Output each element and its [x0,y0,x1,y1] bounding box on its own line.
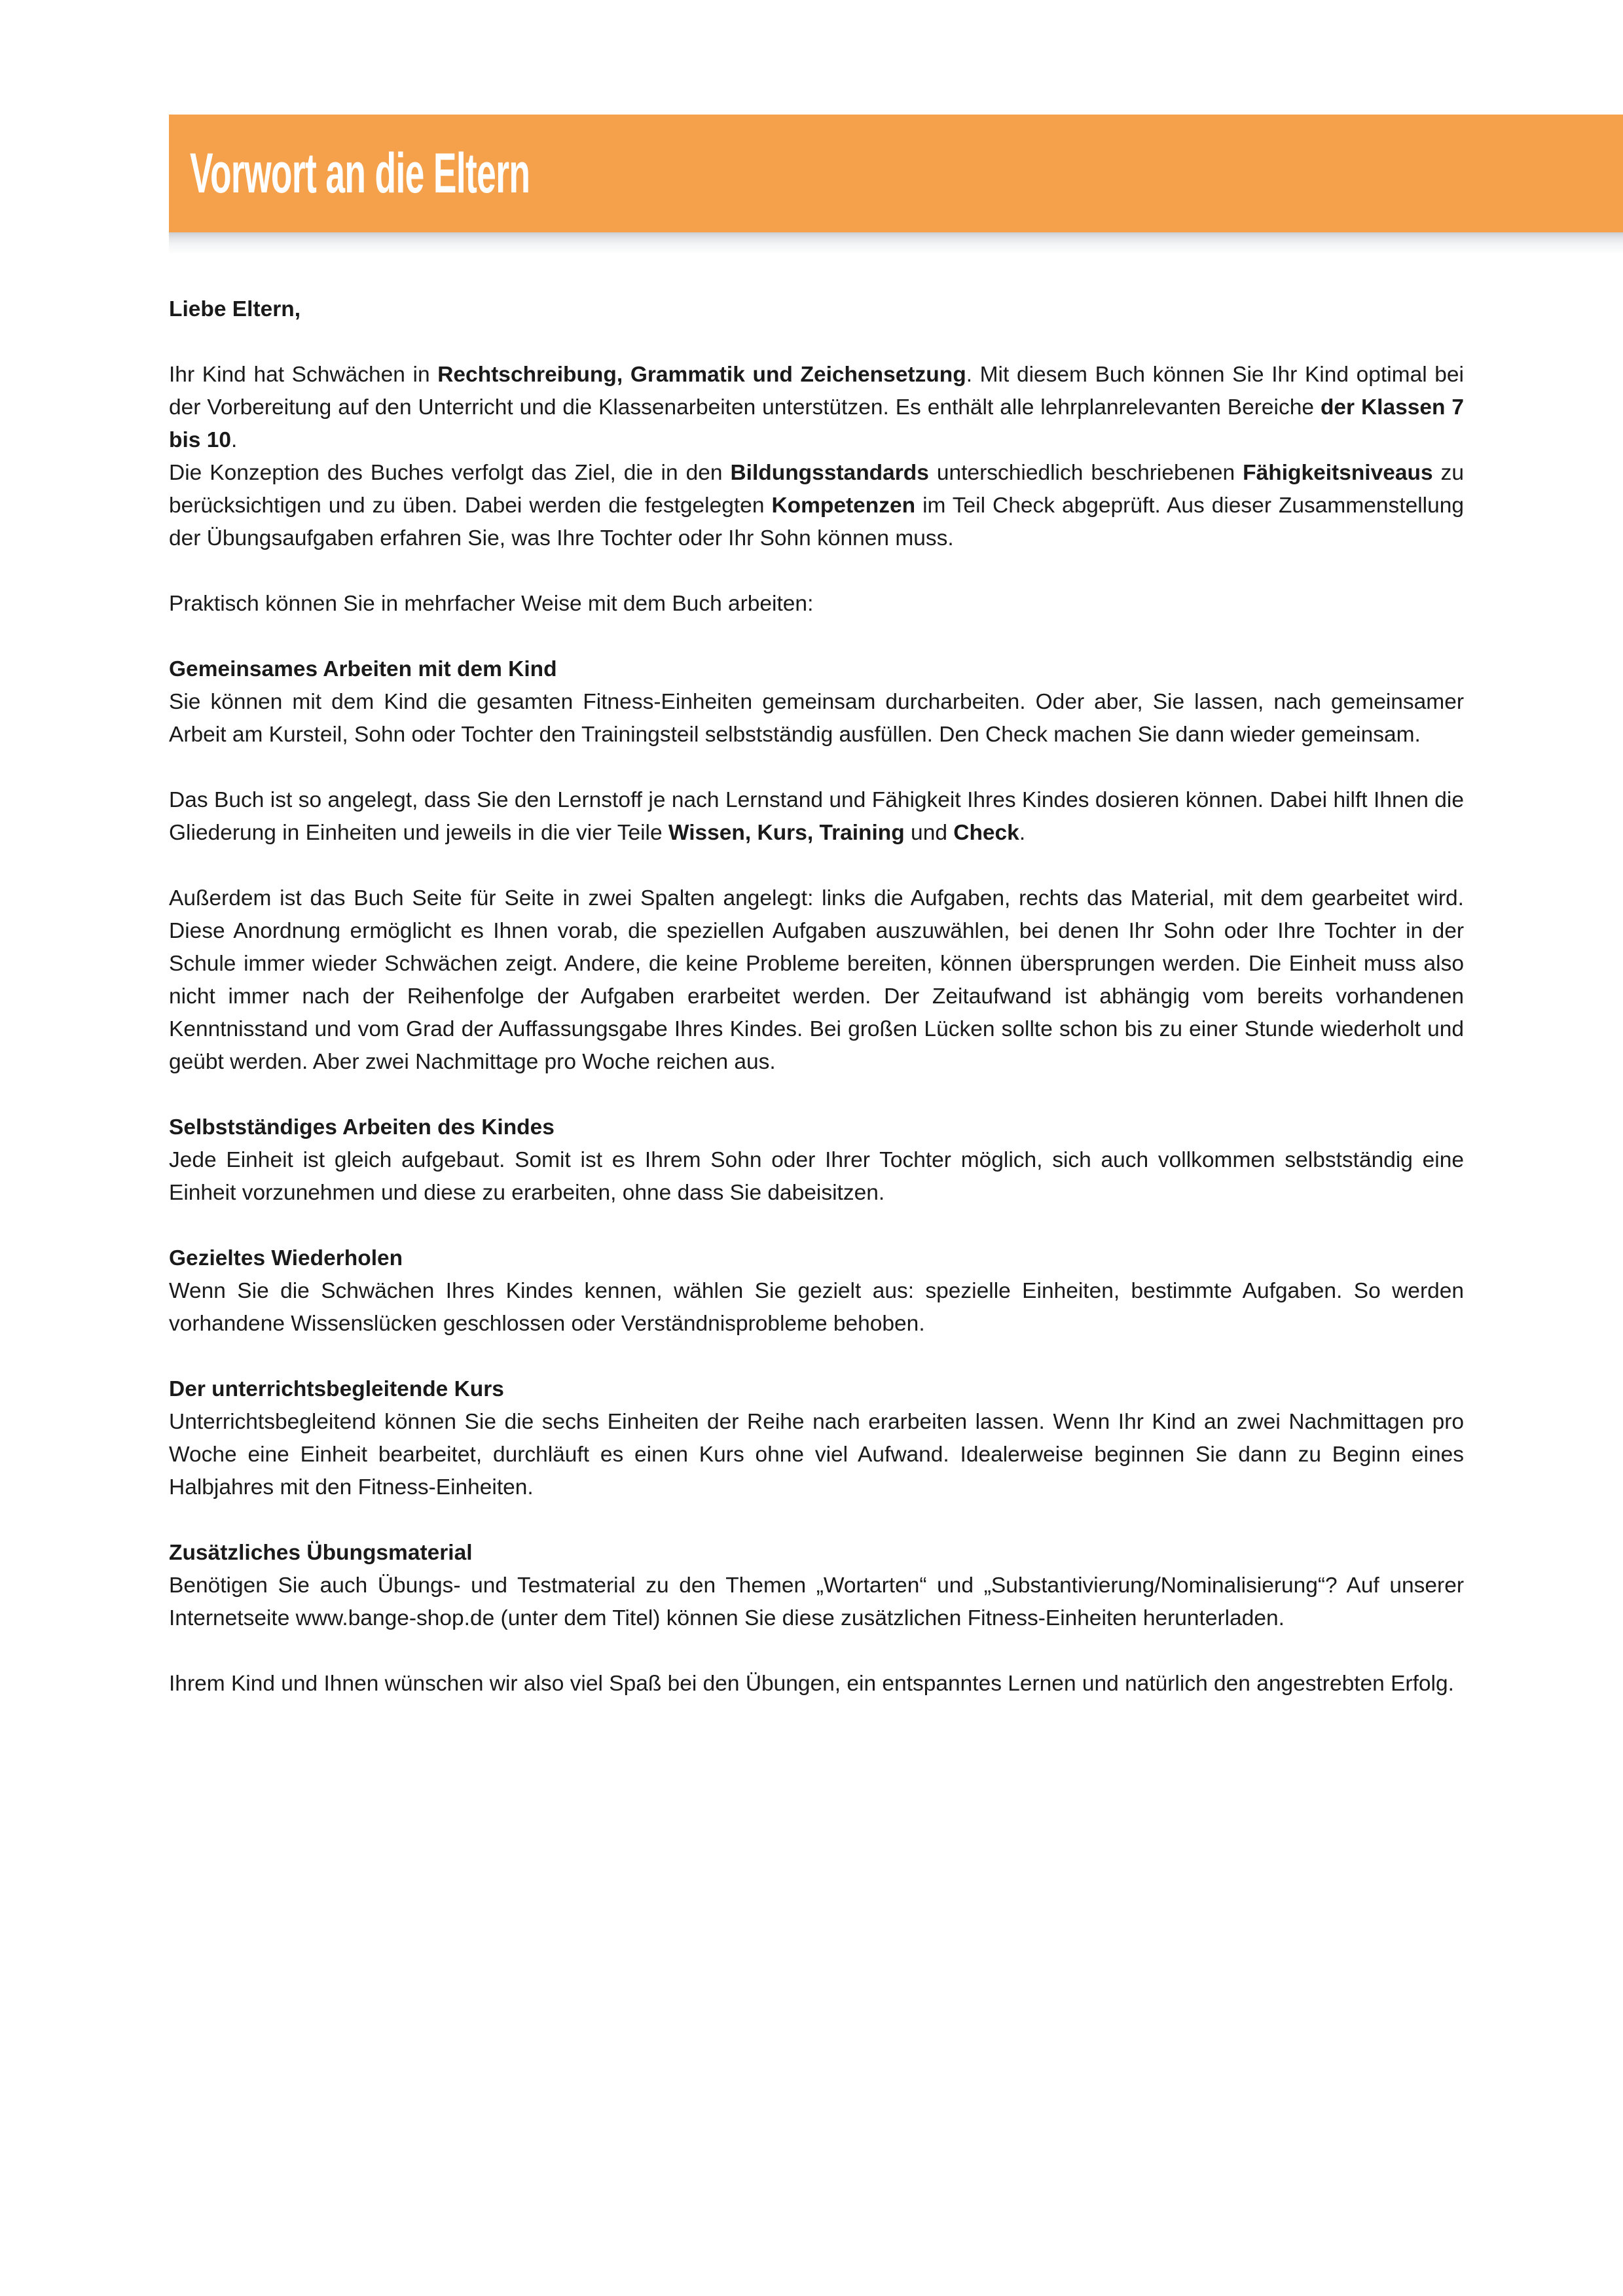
section-text-gezieltes-wiederholen: Wenn Sie die Schwächen Ihres Kindes kennen, wählen Sie gezielt aus: spezielle Einheiten, bestimmte Aufgaben. So werden vorhandene Wissenslücken geschlossen oder Verständnisprobleme behoben. [169,1279,1464,1336]
paragraph-closing: Ihrem Kind und Ihnen wünschen wir also viel Spaß bei den Übungen, ein entspanntes Lernen und natürlich den angestrebten Erfolg. [169,1672,1454,1696]
paragraph-praktisch: Praktisch können Sie in mehrfacher Weise mit dem Buch arbeiten: [169,592,814,616]
spacer [169,1635,1464,1668]
paragraph-konzeption [169,457,1464,555]
banner-drop-shadow [169,232,1623,255]
section-text-zusaetzliches-uebungsmaterial: Benötigen Sie auch Übungs- und Testmaterial zu den Themen „Wortarten“ und „Substantivierung/Nominalisierung“? Auf unserer Internetseite www.bange-shop.de (unter dem Titel) können Sie diese zusätzlichen Fitness-Einheiten herunterladen. [169,1573,1464,1630]
konzeption-bold-1: Bildungsstandards [730,461,929,485]
spacer [169,1340,1464,1373]
lernstoff-text-1: Das Buch ist so angelegt, dass Sie den Lernstoff je nach Lernstand und Fähigkeit Ihres Kindes dosieren können. Dabei hilft Ihnen die Gliederung in Einheiten und jeweils in die vier Teile [169,788,1464,845]
spacer [169,751,1464,784]
konzeption-bold-3: Kompetenzen [771,493,916,518]
intro-text-1: Ihr Kind hat Schwächen in [169,363,438,387]
lernstoff-bold-1: Wissen, Kurs, Training [668,821,905,845]
section-heading-zusaetzliches-uebungsmaterial: Zusätzliches Übungsmaterial [169,1541,473,1565]
paragraph-intro [169,359,1464,457]
salutation: Liebe Eltern, [169,297,301,321]
intro-text-3: . [230,428,238,452]
document-body [169,293,1464,1700]
konzeption-text-3: zu berücksichtigen und zu üben. Dabei werden die festgelegten [169,461,1464,518]
section-heading-unterrichtsbegleitender-kurs: Der unterrichtsbegleitende Kurs [169,1377,504,1401]
section-heading-gemeinsames-arbeiten: Gemeinsames Arbeiten mit dem Kind [169,657,557,681]
intro-bold-2: der Klassen 7 bis 10 [169,395,1464,452]
section-text-selbststaendiges-arbeiten: Jede Einheit ist gleich aufgebaut. Somit ist es Ihrem Sohn oder Ihrer Tochter möglich, sich auch vollkommen selbstständig eine Einheit vorzunehmen und diese zu erarbeiten, ohne dass Sie dabeisitzen. [169,1148,1464,1205]
section-heading-selbststaendiges-arbeiten: Selbstständiges Arbeiten des Kindes [169,1115,555,1139]
header-banner [169,115,1623,232]
lernstoff-text-2: und [904,821,954,845]
spacer [169,326,1464,359]
lernstoff-bold-2: Check [953,821,1019,845]
section-heading-gezieltes-wiederholen: Gezieltes Wiederholen [169,1246,403,1270]
spacer [169,620,1464,653]
section-text-gemeinsames-arbeiten: Sie können mit dem Kind die gesamten Fitness-Einheiten gemeinsam durcharbeiten. Oder aber, Sie lassen, nach gemeinsamer Arbeit am Kursteil, Sohn oder Tochter den Trainingsteil selbstständig ausfüllen. Den Check machen Sie dann wieder gemeinsam. [169,690,1464,747]
spacer [169,1210,1464,1242]
section-text-unterrichtsbegleitender-kurs: Unterrichtsbegleitend können Sie die sechs Einheiten der Reihe nach erarbeiten lassen. Wenn Ihr Kind an zwei Nachmittagen pro Woche eine Einheit bearbeitet, durchläuft es einen Kurs ohne viel Aufwand. Idealerweise beginnen Sie dann zu Beginn eines Halbjahres mit den Fitness-Einheiten. [169,1410,1464,1499]
spacer [169,1504,1464,1537]
paragraph-lernstoff [169,784,1464,850]
konzeption-text-2: unterschiedlich beschriebenen [928,461,1243,485]
intro-bold-1: Rechtschreibung, Grammatik und Zeichensetzung [437,363,966,387]
konzeption-text-4: im Teil Check abgeprüft. Aus dieser Zusammenstellung der Übungsaufgaben erfahren Sie, was Ihre Tochter oder Ihr Sohn können muss. [169,493,1464,550]
page-title: Vorwort an die Eltern [190,142,530,205]
spacer [169,555,1464,588]
lernstoff-text-3: . [1019,821,1026,845]
spacer [169,1079,1464,1111]
konzeption-bold-2: Fähigkeitsniveaus [1243,461,1433,485]
spacer [169,850,1464,882]
paragraph-spalten: Außerdem ist das Buch Seite für Seite in zwei Spalten angelegt: links die Aufgaben, rechts das Material, mit dem gearbeitet wird. Diese Anordnung ermöglicht es Ihnen vorab, die speziellen Aufgaben auszuwählen, bei denen Ihr Sohn oder Ihre Tochter in der Schule immer wieder Schwächen zeigt. Andere, die keine Probleme bereiten, können übersprungen werden. Die Einheit muss also nicht immer nach der Reihenfolge der Aufgaben erarbeitet werden. Der Zeitaufwand ist abhängig vom bereits vorhandenen Kenntnisstand und vom Grad der Auffassungsgabe Ihres Kindes. Bei großen Lücken sollte schon bis zu einer Stunde wiederholt und geübt werden. Aber zwei Nachmittage pro Woche reichen aus. [169,886,1464,1074]
intro-text-2: . Mit diesem Buch können Sie Ihr Kind optimal bei der Vorbereitung auf den Unterricht und die Klassenarbeiten unterstützen. Es enthält alle lehrplanrelevanten Bereiche [169,363,1464,420]
konzeption-text-1: Die Konzeption des Buches verfolgt das Ziel, die in den [169,461,731,485]
